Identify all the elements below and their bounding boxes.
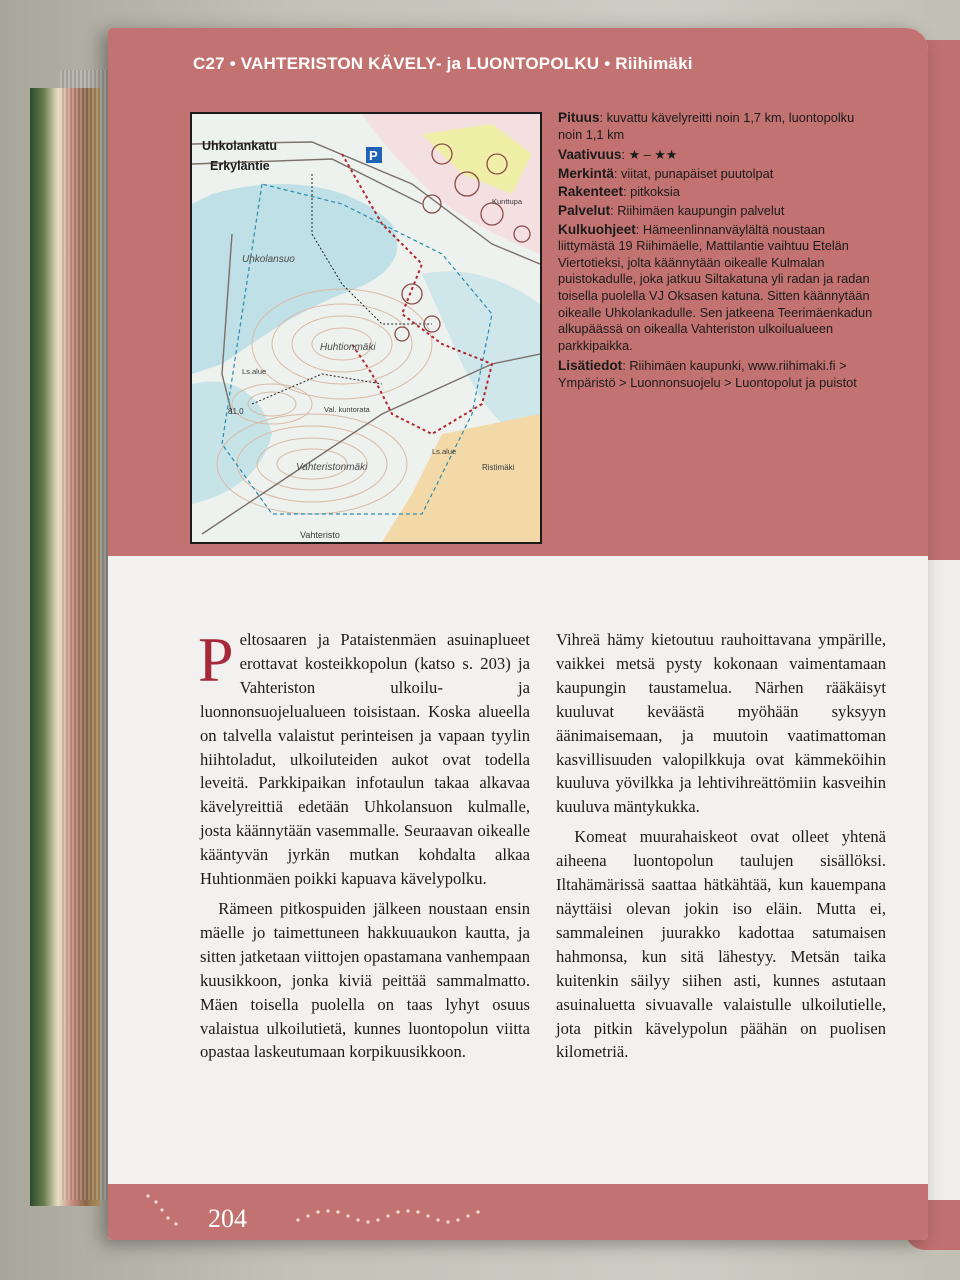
map-label-ristimaki: Ristimäki <box>482 463 515 472</box>
info-palvelut: Palvelut: Riihimäen kaupungin palvelut <box>558 202 785 218</box>
text-column-right <box>556 628 886 1064</box>
map-label-lsalue-1: Ls.alue <box>242 367 267 376</box>
map-label-erkylantie: Erkyläntie <box>210 159 270 173</box>
drop-cap: P <box>198 624 234 695</box>
map-label-vahteristo: Vahteristo <box>300 530 340 540</box>
paragraph: Rämeen pitkospuiden jälkeen noustaan ensin mäelle jo taimettuneen hakkuuaukon kautta, ja sitten jatketaan viittojen opastamana vanhempaan kuusikkoon, jonka kiviä peittää sammalmatto. Mäen toisella puolella on taas lyhyt osuus valaistua ulkoilutietä, kunnes luontopolun viitta opastaa laskeutumaan korpikuusikkoon. <box>200 898 530 1062</box>
info-merkinta: Merkintä: viitat, punapäiset puutolpat <box>558 165 774 181</box>
body-text-area <box>108 556 928 1240</box>
paragraph: Peltosaaren ja Pataistenmäen asuinaplueet erottavat kosteikkopolun (katso s. 203) ja Vahteriston ulkoilu- ja luonnonsuojelualueen toisistaan. Koska alueella on talvella valaistut perinteisen ja vapaan tyylin hiihtoladut, ulkoiluteiden aukot ovat todella leveitä. Parkkipaikan infotaulun takaa alkavaa kävelyreittiä edetään Uhkolansuon kulmalle, josta käännytään vasemmalle. Seuraavan oikealle kääntyvän jyrkän mutkan kohdalta alkaa Huhtionmäen poikki kapuava kävelypolku. <box>198 624 530 889</box>
text-column-left <box>198 624 530 1064</box>
paragraph: Komeat muurahaiskeot ovat olleet yhtenä aiheena luontopolun taulujen sisällöksi. Iltahämärissä saattaa hätkähtää, kun kauempana näyttäisi olevan jokin iso eläin. Mutta ei, sammaleinen juurakko kadottaa satumaisen hahmonsa, kun sitä lähestyy. Metsän taika kuitenkin säilyy siihen asti, kunnes astutaan asuinaluetta sivuavalle valaistulle ulkoilutielle, jota pitkin kävelypolun päähän on puolisen kilometriä. <box>556 827 886 1062</box>
trail-info-list <box>558 110 878 396</box>
info-kulkuohjeet: Kulkuohjeet: Hämeenlinnanväylältä noustaan liittymästä 19 Riihimäelle, Mattilantie vaihtuu Etelän Viertotieksi, jolta käännytään oikealle Kulmalan puistokadulle, joka jatkuu Siltakatuna yli radan ja radan toisella puolella VJ Oksasen katuna. Sitten käännytään oikealle Uhkolankadulle. Sen jatkeena Teerimäenkadun alkupäässä on oikealla Vahteriston ulkoilualueen parkkipaikka. <box>558 221 873 353</box>
book-page <box>108 28 928 1240</box>
map-label-kuntorata: Val. kuntorata <box>324 405 370 414</box>
map-label-uhkolankatu: Uhkolankatu <box>202 139 278 153</box>
map-label-lsalue-2: Ls.alue <box>432 447 457 456</box>
map-label-elevation: 81,0 <box>228 407 244 416</box>
map-label-vahteristonmaki: Vahteristonmäki <box>296 462 368 473</box>
info-pituus: Pituus: kuvattu kävelyreitti noin 1,7 km, luontopolku noin 1,1 km <box>558 110 855 142</box>
page-title: C27 • VAHTERISTON KÄVELY- ja LUONTOPOLKU • Riihimäki <box>193 54 693 73</box>
info-rakenteet: Rakenteet: pitkoksia <box>558 184 680 200</box>
trail-map <box>190 112 542 544</box>
paragraph: Vihreä hämy kietoutuu rauhoittavana ympärille, vaikkei metsä pysty kokonaan vaimentamaan kaupungin taustamelua. Närhen rääkäisyt kuuluvat keväästä myöhään syksyyn äänimaisemaan, ja muutoin vaatimattoman kasvillisuuden valopilkkuja ovat kämmeköihin kuuluva yövilkka ja lehtivihreättömiin kasveihin kuuluva mäntykukka. <box>556 630 886 817</box>
info-lisatiedot: Lisätiedot: Riihimäen kaupunki, www.riihimaki.fi > Ympäristö > Luonnonsuojelu > Luontopolut ja puistot <box>558 358 857 390</box>
page-number: 204 <box>208 1204 247 1233</box>
map-label-kunttupa: Kunttupa <box>492 197 523 206</box>
map-label-uhkolansuo: Uhkolansuo <box>242 254 295 265</box>
map-label-huhtionmaki: Huhtionmäki <box>320 342 376 353</box>
parking-label: P <box>369 148 378 163</box>
info-panel <box>108 28 928 556</box>
info-vaativuus: Vaativuus: ★ – ★★ <box>558 147 678 163</box>
